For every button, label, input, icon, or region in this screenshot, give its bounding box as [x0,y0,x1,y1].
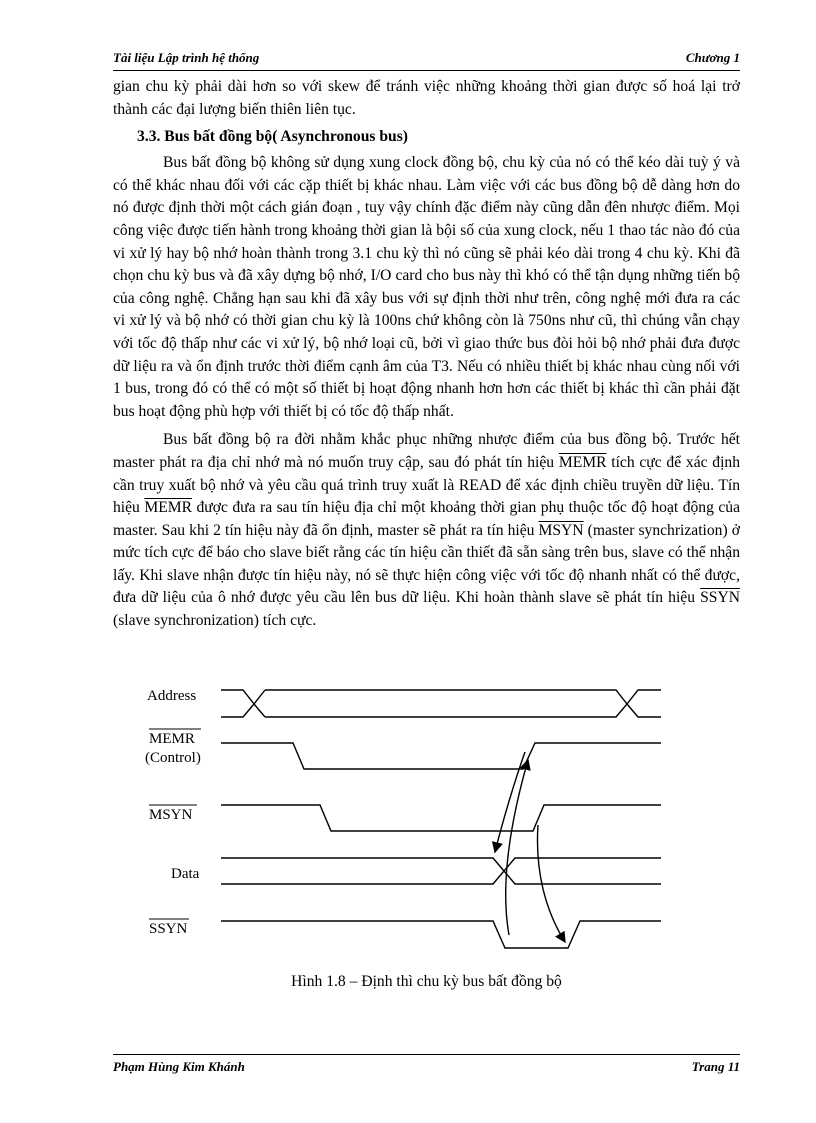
timing-diagram-svg [113,680,740,970]
timing-diagram [113,680,740,970]
ssyn-signal: SSYN [700,589,740,607]
label-data: Data [171,866,200,882]
page-footer [113,1059,740,1079]
msyn-signal: MSYN [538,521,584,539]
header-title: Tài liệu Lập trình hệ thống [113,50,260,65]
label-control: (Control) [145,750,201,766]
memr-signal: MEMR [558,453,607,471]
figure-caption: Hình 1.8 – Định thì chu kỳ bus bất đồng bộ [291,973,562,990]
arrow-ssyn-to-memr [506,760,528,935]
ssyn-waveform [221,921,661,948]
data-waveform [221,858,661,884]
memr-signal: MEMR [144,499,192,517]
section-heading: 3.3. Bus bất đồng bộ( Asynchronous bus) [137,128,408,146]
intro-paragraph: gian chu kỳ phải dài hơn so với skew để tránh việc những khoảng thời gian được số hoá lại trở thành các đại lượng biến thiên liên tục. [113,78,740,118]
label-address: Address [147,688,197,704]
page-body [113,76,740,633]
label-msyn: MSYN [149,807,193,823]
header-rule [113,70,740,71]
footer-page-number: Trang 11 [691,1059,740,1074]
paragraph-1: Bus bất đồng bộ không sử dụng xung clock đồng bộ, chu kỳ của nó có thể kéo dài tuỳ ý và có thể khác nhau đối với các cặp thiết bị khác nhau. Làm việc với các bus đồng bộ dễ dàng hơn do nó được định thời một cách gián đoạn , tuy vậy chính đặc điểm này cũng dẫn đên nhược điểm. Mọi công việc được tiến hành trong khoảng thời gian là bội số của xung clock, nếu 1 thao tác nào đó của vi xử lý hay bộ nhớ hoàn thành trong 3.1 chu kỳ thì nó cũng sẽ phải kéo dài trong 4 chu kỳ. Khi đã chọn chu kỳ bus và đã xây dựng bộ nhớ, I/O card cho bus này thì khó có thể tận dụng những tiến bộ của công nghệ. Chẳng hạn sau khi đã xây bus với sự định thời như trên, công nghệ mới đưa ra các vi xử lý và bộ nhớ có thời gian chu kỳ là 100ns chứ không còn là 750ns như cũ, thì chúng vẫn chạy với tốc độ thấp như các vi xử lý, bộ nhớ loại cũ, bởi vì giao thức bus đòi hỏi bộ nhớ phải đưa được dữ liệu ra và ổn định trước thời điểm cạnh âm của T3. Nếu có nhiều thiết bị khác nhau cùng nối với 1 bus, trong đó có thể có một số thiết bị hoạt động nhanh hơn hơn các thiết bị khác thì cần phải đặt bus hoạt động phù hợp với thiết bị có tốc độ thấp nhất. [113,154,740,420]
paragraph-2: Bus bất đồng bộ ra đời nhằm khắc phục những nhược điểm của bus đồng bộ. Trước hết master phát ra địa chỉ nhớ mà nó muốn truy cập, sau đó phát tín hiệu MEMR tích cực để xác định cần truy xuất bộ nhớ và yêu cầu quá trình truy xuất là READ để xác định chiều truyền dữ liệu. Tín hiệu MEMR được đưa ra sau tín hiệu địa chỉ một khoảng thời gian phụ thuộc tốc độ hoạt động của master. Sau khi 2 tín hiệu này đã ổn định, master sẽ phát ra tín hiệu MSYN (master synchrization) ở mức tích cực để báo cho slave biết rằng các tín hiệu cần thiết đã sẵn sàng trên bus, slave có thể nhận lấy. Khi slave nhận được tín hiệu này, nó sẽ thực hiện công việc với tốc độ nhanh nhất có thể được, đưa dữ liệu của ô nhớ được yêu cầu lên bus dữ liệu. Khi hoàn thành slave sẽ phát tín hiệu SSYN (slave synchronization) tích cực. [113,431,741,630]
header-chapter: Chương 1 [685,50,740,65]
footer-author: Phạm Hùng Kim Khánh [113,1059,245,1074]
label-memr: MEMR [149,731,195,747]
label-ssyn: SSYN [149,921,188,937]
memr-waveform [221,743,661,769]
msyn-waveform [221,805,661,831]
footer-rule [113,1054,740,1055]
page-header [113,50,740,70]
address-waveform [221,690,661,717]
